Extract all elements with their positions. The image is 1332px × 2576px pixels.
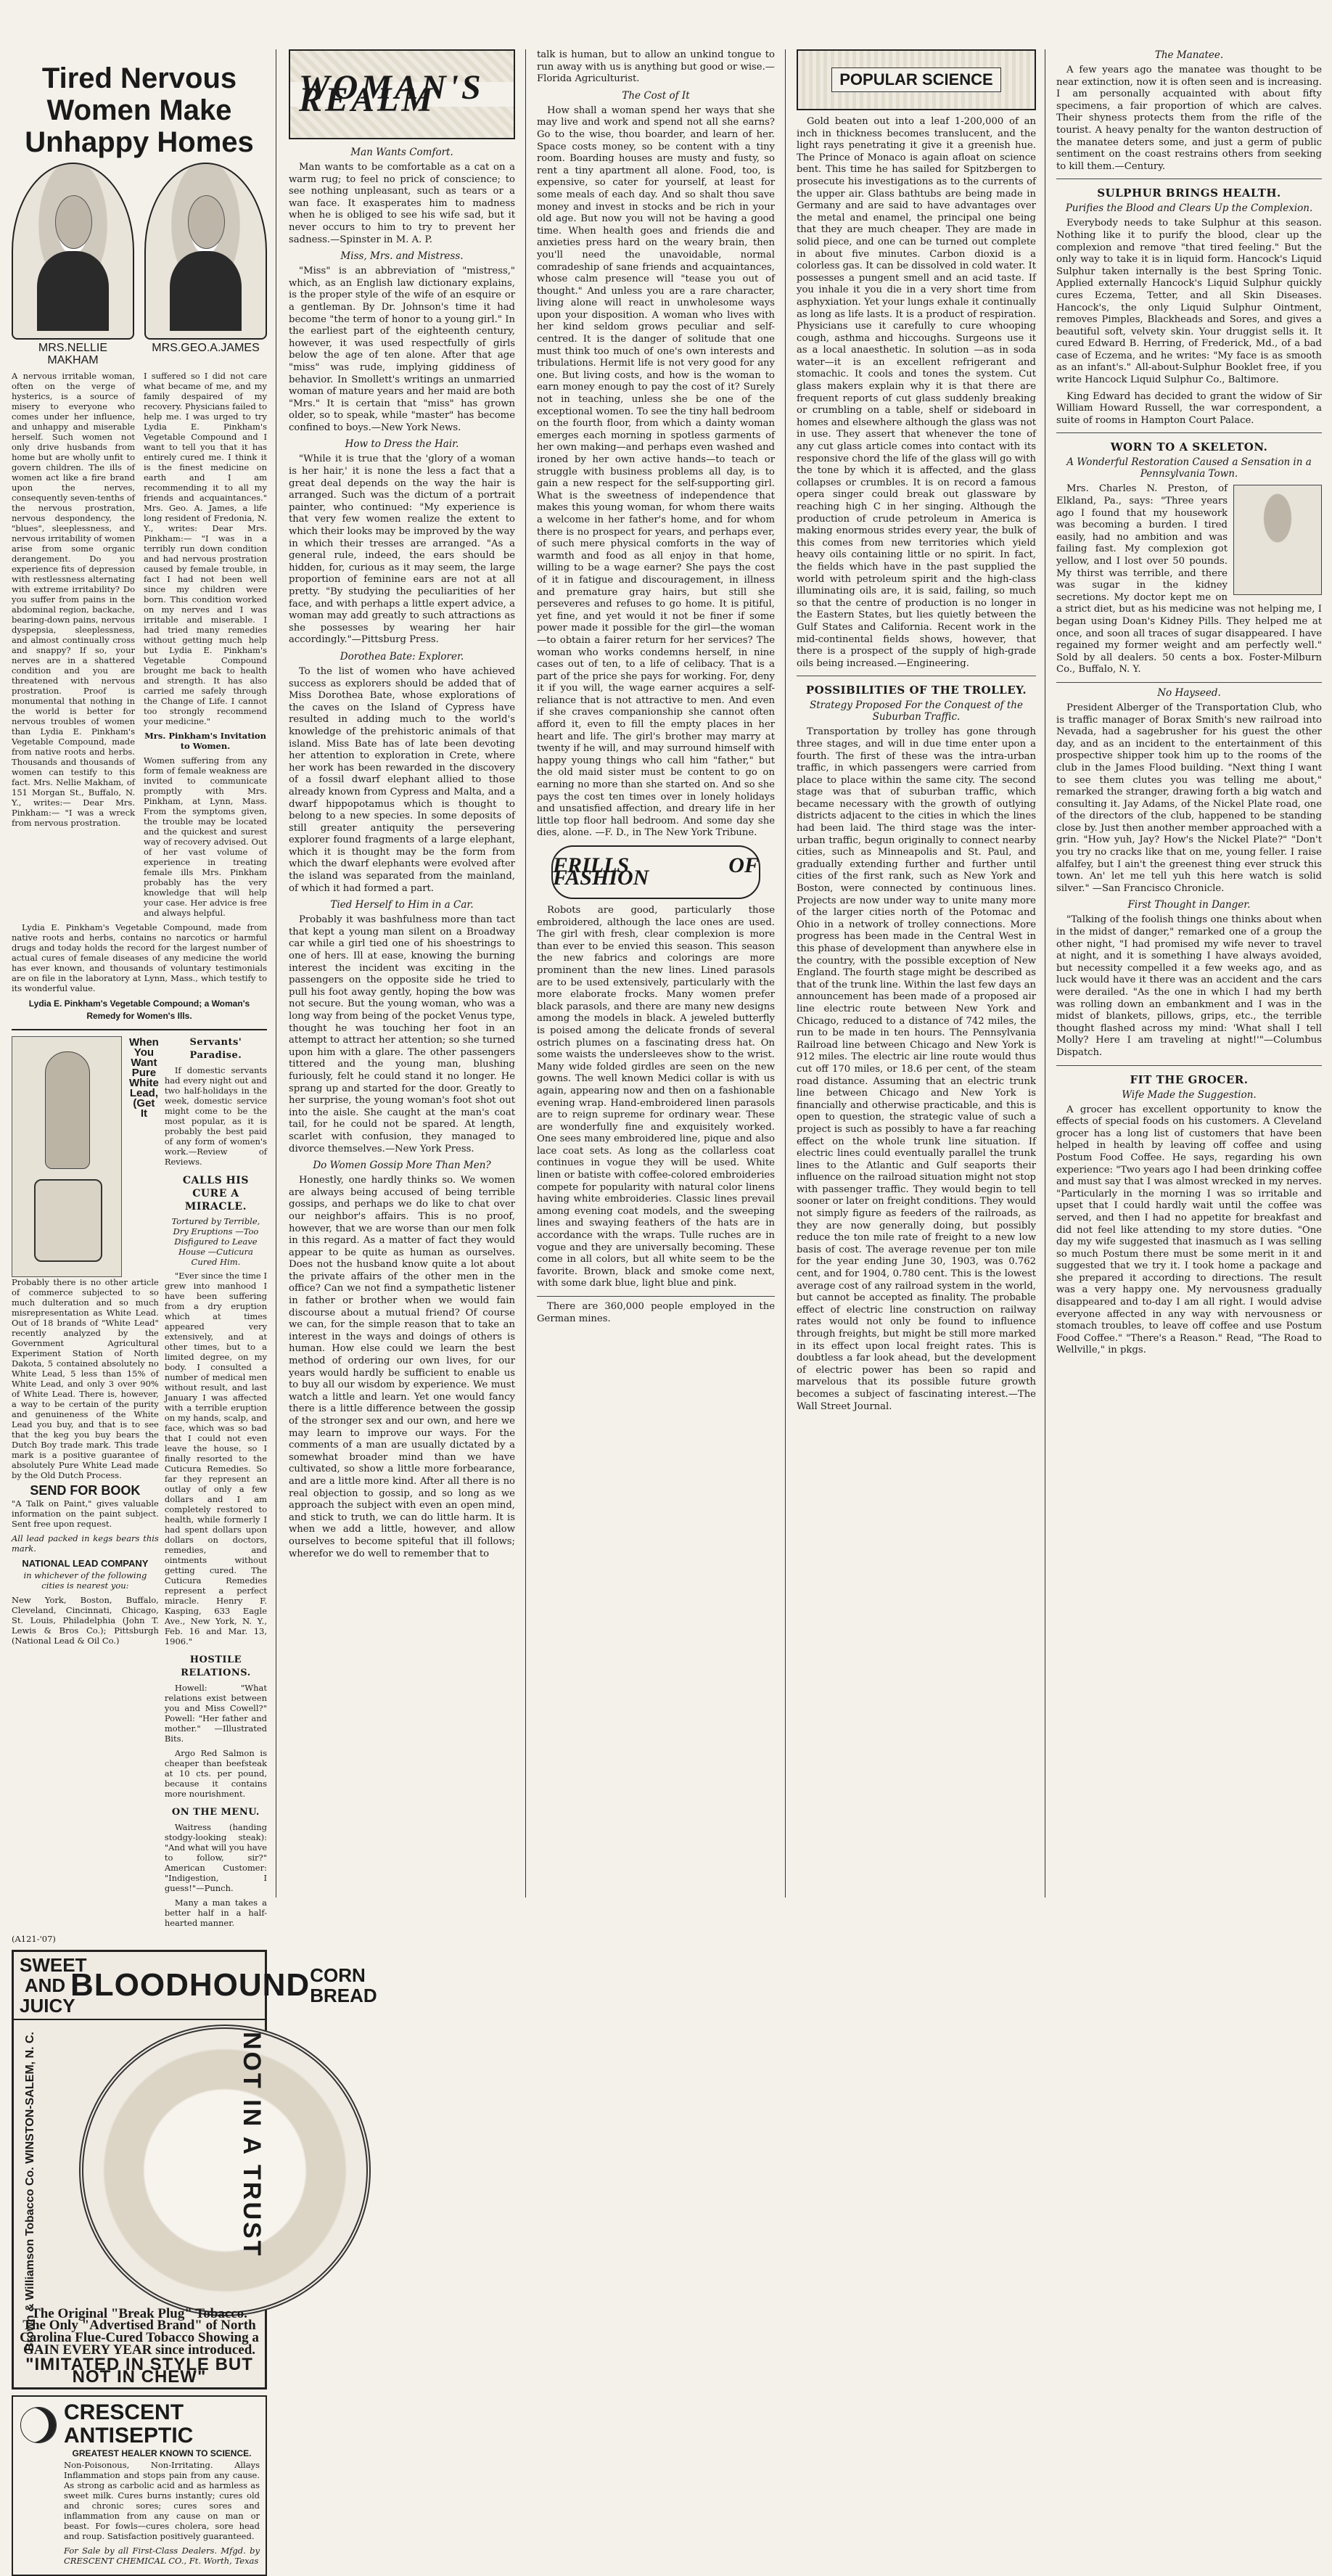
science-text: Gold beaten out into a leaf 1-200,000 of an inch in thickness becomes translucent, and the light rays penetrating it give it a greenish hue. The Prince of Monaco is again afloat on science bent. This time he has sailed for Spitzbergen to prosecute his investigations as to the currents of the upper air. Glass bathtubs are being made in Germany and are said to have advantages over the metal and enamel, the principal one being that they are much cheaper. They are made in solid piece, and one can be turned out complete in about five minutes. Carbon dioxid is a colorless gas. It can be dissolved in cold water. It possesses a pungent smell and an acid taste. If you inhale it you die in a very short time from asphyxiation. Yet your lungs exhale it continually as long as life lasts. It is a product of respiration. Physicians use it carefully to cure whooping cough, asthma and hiccoughs. Surgeons use it as a local anaesthetic. In solution —as in soda water—it is an excellent refrigerant and stomachic. It cools and tones the system. Cut glass makers explain why it is that there are frequent reports of cut glass suddenly breaking or crumbling on a table, shelf or sideboard in homes and elsewhere although the glass was not in use. They assert that whenever the tone of any cut glass article comes into contact with its responsive chord the life of the glass will go with the tone by which it is affected, and the glass collapses or crumbles. It is on record a famous opera singer could break out glassware by reaching high C in her singing. Although the production of crude petroleum in America is making enormous strides every year, the bulk of this comes from new territories which yield heavy oils containing little or no spirit. In fact, the fields which have in the past supplied the world with petroleum spirit and the high-class illuminating oils are, it is said, failing, so much so that the centre of production is no longer in the Eastern States, but lies quietly between the Gulf States and California. Recent work in the mid-continental fields shows, however, that there is a prospect of the supply of high-grade oils being increased.—Engineering. bbox=[797, 116, 1036, 669]
column-4 bbox=[789, 49, 1043, 1898]
skeleton-sub: A Wonderful Restoration Caused a Sensation in a Pennsylvania Town. bbox=[1066, 456, 1312, 480]
crescent-title: CRESCENT ANTISEPTIC bbox=[64, 2400, 194, 2448]
company-note: in whichever of the following cities is nearest you: bbox=[23, 1570, 147, 1591]
tobacco-brand: BLOODHOUND bbox=[70, 1967, 311, 2003]
tobacco-line-2: "IMITATED IN STYLE BUT NOT IN CHEW" bbox=[25, 2355, 253, 2387]
miss-head: Miss, Mrs. and Mistress. bbox=[340, 250, 464, 263]
bate-text: To the list of women who have achieved success as explorers should be added that of Miss Dorothea Bate, whose explorations of the caves on the Island of Cypress have resulted in adding much to the world's knowledge of the prehistoric animals of that island. Miss Bate has of late been devoting her attention to exploration in Crete, where her work has been rewarded in the discovery of a fossil dwarf elephant allied to those already known from Cypress and Malta, and a dwarf hippopotamus which is thought to belong to a new species. In some deposits of still greater antiquity the persevering explorer found fragments of a large elephant, which it is thought may be the form from which the dwarf elephants were evolved after the island was separated from the mainland, of which it had formed a part. bbox=[289, 665, 515, 894]
tobacco-seal-illustration bbox=[79, 2025, 371, 2316]
portraits bbox=[12, 163, 267, 366]
preston-portrait bbox=[1233, 485, 1322, 595]
pinkham-tagline: Lydia E. Pinkham's Vegetable Compound; a Woman's Remedy for Women's Ills. bbox=[28, 998, 250, 1021]
skeleton-head: WORN TO A SKELETON. bbox=[1110, 440, 1268, 454]
king-text: King Edward has decided to grant the widow of Sir William Howard Russell, the war correspondent, a suite of rooms in Hampton Court Palace. bbox=[1056, 390, 1322, 426]
pinkham-bottom-text: Lydia E. Pinkham's Vegetable Compound, made from native roots and herbs, contains no narcotics or harmful drugs and today holds the record for the largest number of actual cures of female diseases of any medicine the world has ever known, and thousands of voluntary testimonials are on file in the laboratory at Lynn, Mass., which testify to its wonderful value. bbox=[12, 922, 267, 994]
company-cities: New York, Boston, Buffalo, Cleveland, Cincinnati, Chicago, St. Louis, Philadelphia (John T. Lewis & Bros Co.); Pittsburgh (National Lead & Oil Co.) bbox=[12, 1594, 159, 1646]
popular-science-title: POPULAR SCIENCE bbox=[831, 67, 1000, 92]
danger-text: "Talking of the foolish things one thinks about when in the midst of danger," remarked one of a group the other night, "I had promised my wife never to travel at night, and it is something I have always avoided, but necessity compelled it a few weeks ago, and as luck would have it there was an accident and the cars were derailed. "As the one in which I had my berth was rolling down an embankment and I was in the midst of blankets, pillows, grips, etc., the terrible thought flashed across my mind: 'What shall I tell Molly? Here I am traveling at night!'"—Columbus Dispatch. bbox=[1056, 914, 1322, 1058]
grocer-sub: Wife Made the Suggestion. bbox=[1122, 1088, 1257, 1101]
column-rule bbox=[785, 49, 786, 1898]
national-lead-company: NATIONAL LEAD COMPANY bbox=[22, 1557, 149, 1569]
tobacco-line-1: The Original "Break Plug" Tobacco. The Only "Advertised Brand" of North Carolina Flue-Cured Tobacco Showing a GAIN EVERY YEAR since introduced. bbox=[20, 2305, 259, 2358]
menu-head: ON THE MENU. bbox=[171, 1807, 260, 1818]
hayseed-head: No Hayseed. bbox=[1157, 686, 1221, 699]
comfort-head: Man Wants Comfort. bbox=[350, 147, 453, 158]
manatee-head: The Manatee. bbox=[1154, 49, 1224, 61]
trolley-head: POSSIBILITIES OF THE TROLLEY. bbox=[805, 684, 1027, 697]
manatee-text: A few years ago the manatee was thought to be near extinction, now it is often seen and is increasing. I am personally acquainted with about fifty specimens, a fair proportion of which are calves. Their shyness protects them from the rifle of the tourist. A heavy penalty for the wanton destruction of the manatee deters some, and just a germ of public sentiment on the coast restrains others from seeking to kill them.—Century. bbox=[1056, 65, 1322, 172]
pinkham-body bbox=[12, 371, 267, 922]
skeleton-text: Mrs. Charles N. Preston, of Elkland, Pa., says: "Three years ago I found that my housework was becoming a burden. I tired easily, had no ambition and was failing fast. My complexion got yellow, and I lost over 50 pounds. My thirst was terrible, and there was sugar in the kidney secretions. My doctor kept me on a strict diet, but as his medicine was not helping me, I began using Doan's Kidney Pills. They helped me at once, and soon all traces of sugar disappeared. I have regained my former weight and am perfectly well." Sold by all dealers. 50 cents a box. Foster-Milburn Co., Buffalo, N. Y. bbox=[1056, 483, 1322, 676]
lower-left-area bbox=[12, 1036, 267, 1932]
popular-science-masthead bbox=[797, 49, 1036, 110]
sulphur-text: Everybody needs to take Sulphur at this season. Nothing like it to purify the blood, clear up the complexion and remove "that tired feeling." But the only way to take it is in liquid form. Hancock's Liquid Sulphur taken internally is the best Spring Tonic. Applied externally Hancock's Liquid Sulphur quickly cures Eczema, Tetter, and all Skin Diseases. Hancock's, the only Liquid Sulphur Ointment, removes Pimples, Blackheads and Sores, and gives a beautiful soft, velvety skin. Your druggist sells it. It cured Edward B. Herring, of Frederick, Md., of a bad case of Eczema, and he writes: "My face is as smooth as an infant's." All-about-Sulphur Booklet free, if you write Hancock Liquid Sulphur Co., Baltimore. bbox=[1056, 218, 1322, 386]
dutch-boy-illustration bbox=[12, 1036, 122, 1277]
white-lead-ad bbox=[12, 1036, 159, 1277]
menu-text: Waitress (handing stodgy-looking steak): "And what will you have to follow, sir?" American Customer: "Indigestion, I guess!"—Punch. bbox=[164, 1822, 267, 1894]
miracle-sub: Tortured by Terrible, Dry Eruptions —Too Disfigured to Leave House —Cuticura Cured Him. bbox=[171, 1216, 260, 1268]
crescent-sub: GREATEST HEALER KNOWN TO SCIENCE. bbox=[72, 2448, 252, 2459]
cost-head: The Cost of It bbox=[622, 89, 690, 102]
womans-realm-masthead bbox=[289, 49, 515, 139]
tobacco-ad bbox=[12, 1950, 377, 2390]
tied-head: Tied Herself to Him in a Car. bbox=[330, 899, 474, 911]
frills-title: FRILLS OF FASHION bbox=[553, 853, 759, 890]
servants-paradise-text: If domestic servants had every night out and two half-holidays in the week, domestic service might come to be the most popular, as it is probably the best paid of any form of women's work.—Review of Reviews. bbox=[164, 1065, 267, 1168]
tobacco-footer bbox=[20, 2305, 259, 2387]
hostile-head: HOSTILE RELATIONS. bbox=[181, 1654, 251, 1679]
portrait-left bbox=[12, 163, 134, 366]
gossip-head: Do Women Gossip More Than Men? bbox=[313, 1160, 491, 1172]
sulphur-sub: Purifies the Blood and Clears Up the Complexion. bbox=[1065, 202, 1313, 215]
comfort-text: Man wants to be comfortable as a cat on a warm rug; to feel no prick of conscience; to see nothing unpleasant, such as tears or a wan face. It exasperates him to madness when he is obliged to see his wife sad, but it never occurs to him to try to prevent her sadness.—Spinster in M. A. P. bbox=[289, 162, 515, 245]
portrait-illustration bbox=[144, 163, 267, 340]
divider bbox=[537, 1296, 775, 1297]
tobacco-trust: NOT IN A TRUST bbox=[238, 2032, 266, 2258]
white-lead-text: Probably there is no other article of commerce subjected to so much dulteration and so much misrepresentation as White Lead. Out of 18 brands of "White Lead" recently analyzed by the Government Agricultural Experiment Station of North Dakota, 5 contained absolutely no White Lead, 5 less than 15% of White Lead, and only 3 over 90% of White Lead. There is, however, a way to be certain of the purity and genuineness of the White Lead you buy, and that is to see that the keg you buy bears the Dutch Boy trade mark. This trade mark is a positive guarantee of absolutely Pure White Lead made by the Old Dutch Process. bbox=[12, 1277, 159, 1481]
send-for-book: SEND FOR BOOK bbox=[30, 1483, 141, 1498]
miracle-text: "Ever since the time I grew into manhood I have been suffering from a dry eruption which at times appeared very extensively, and at other times, but to a limited degree, on my body. I consulted a number of medical men without result, and last January I was affected with a terrible eruption on my hands, scalp, and face, which was so bad that I could not even leave the house, so I finally resorted to the Cuticura Remedies. So far they represent an outlay of only a few dollars and I am completely restored to health, while formerly I had spent dollars upon dollars on doctors, remedies, and ointments without getting cured. The Cuticura Remedies represent a perfect miracle. Henry F. Kasping, 633 Eagle Ave., New York, N. Y., Feb. 16 and Mar. 13, 1906." bbox=[164, 1271, 267, 1647]
talk-continued: talk is human, but to allow an unkind tongue to run away with us is anything but good or wise.—Florida Agriculturist. bbox=[537, 49, 775, 85]
column-3 bbox=[530, 49, 782, 1898]
column-5 bbox=[1049, 49, 1329, 1898]
divider bbox=[1056, 682, 1322, 683]
hair-head: How to Dress the Hair. bbox=[345, 438, 459, 451]
ad-code: (A121-'07) bbox=[12, 1934, 56, 1945]
kegs-note: All lead packed in kegs bears this mark. bbox=[12, 1533, 159, 1554]
column-rule bbox=[525, 49, 526, 1898]
tobacco-corn: CORN BREAD bbox=[310, 1964, 377, 2007]
cost-text: How shall a woman spend her ways that she may live and work and spend not all she earns? Go to the wise, thou boarder, and learn of her. Space costs money, so be content with a tiny room. Boarding houses are musty and fusty, so rent a tiny apartment all alone. Food, too, is expensive, so cater for yourself, at least for some meals of each day. And so shalt thou save money and invest in stocks and be rich in your old age. But now you will not be having a good time. When health goes and friends die and anxieties press hard on the weary brain, then you'll need the unavoidable, normal comradeship of sane friends and acquaintances, whose calm presence will "tease you out of thought." And unless you are a rare character, living alone will react in unwholesome ways upon your disposition. A woman who lives with her kind seldom grows peculiar and self-centred. It is the danger of solitude that one must think too much of one's own interests and tribulations. Hermit life is not very good for any one. But living costs, and how is the woman to earn money enough to pay the cost of it? Surely not in teaching, unless she be one of the exceptional women. To see the tiny hall bedroom on the fourth floor, from which a dainty woman emerges each morning in spotless garments of her own making—and perhaps even washed and ironed by her own active hands—to teach or struggle with business problems all day, is to gain a new respect for the self-supporting girl. What is the sweetness of independence that makes this young woman, for whom there waits a welcome in her father's home, and for whom there is no prospect for years, and perhaps ever, of such mere physical comforts in the way of warmth and food as all enjoy in that home, willing to be a wage earner? She pays the cost of it in fatigue and discouragement, in illness and premature gray hairs, but still she perseveres and refuses to go home. It is pitiful, yet fine, and yet would it not be finer if some power made it possible for the girl—the woman—to obtain a fairer return for her services? The woman who works condemns herself, in nine cases out of ten, to a life of celibacy. That is a part of the price she pays for working. For, deny it if you will, the wage earner acquires a self-reliance that is not attractive to men. And even if she craves companionship she cannot often afford it, even to fill the empty places in her heart and life. The girl's brother may marry at twenty if he will, and may surround himself with happy young things who call him "father," but the old maid sister must be content to go on earning no more than she started on. And so she pays the cost ten times over in lonely holidays and unsatisfied affection, and dreary life in her little top floor hall bedroom. And some day she dies, alone. —F. D., in The New York Tribune. bbox=[537, 104, 775, 839]
pinkham-text-left: A nervous irritable woman, often on the verge of hysterics, is a source of misery to everyone who comes under her influence, and unhappy and miserable herself. Such women not only drive husbands from home but are wholly unfit to govern children. The ills of women act like a fire brand upon the nerves, consequently seven-tenths of the nervous prostration, nervous despondency, the "blues", sleeplessness, and nervous irritability of women arise from some organic derangement. Do you experience fits of depression with restlessness alternating with extreme irritability? Do you suffer from pains in the abdominal region, backache, bearing-down pains, nervous dyspepsia, sleeplessness, and almost continually cross and snappy? If so, your nerves are in a shattered condition and you are threatened with nervous prostration. Proof is monumental that nothing in the world is better for nervous troubles of women than Lydia E. Pinkham's Vegetable Compound, made from native roots and herbs. Thousands and thousands of women can testify to this fact. Mrs. Nellie Makham, of 151 Morgan St., Buffalo, N. Y., writes:— Dear Mrs. Pinkham:— "I was a wreck from nervous prostration. bbox=[12, 371, 135, 829]
hayseed-text: President Alberger of the Transportation Club, who is traffic manager of Borax Smith's new railroad into Nevada, had a sagebrusher for his guest the other day, and as an incident to the entertainment of this prospective shipper took him up to the rooms of the club in the James Flood building. "Next thing I want to see them clutes you was telling me about," remarked the stranger, drawing forth a big watch and consulting it. Jay Adams, of the Nickel Plate road, one of the directors of the club, happened to be standing close by. Just then another member approached with a grin. "How yuh, Jay? How's the Nickel Plate?" "Don't you try no cracks like that on me, young feller. I raise alfalfey, but I ain't the greenest thing ever struck this town. An' let me tell yuh this here watch is solid silver." —San Francisco Chronicle. bbox=[1056, 702, 1322, 894]
grocer-head: FIT THE GROCER. bbox=[1130, 1072, 1249, 1086]
pinkham-headline: Tired Nervous Women Make Unhappy Homes bbox=[25, 62, 254, 158]
trolley-sub: Strategy Proposed For the Conquest of the Suburban Traffic. bbox=[810, 700, 1023, 723]
womans-realm-title: WOMAN'S REALM bbox=[290, 82, 514, 106]
tobacco-maker: Brown & Williamson Tobacco Co. WINSTON-SALEM, N. C. bbox=[24, 2032, 36, 2352]
german-mines-text: There are 360,000 people employed in the German mines. bbox=[537, 1301, 775, 1324]
frills-masthead bbox=[551, 845, 760, 899]
tied-text: Probably it was bashfulness more than tact that kept a young man silent on a Broadway car while a girl tied one of his shoestrings to one of hers. Ill at ease, knowing the burning interest the incident was exciting in the passengers on the opposite side he tried to pull his foot away gently, hoping the bow was not secure. But the young woman, who was a long way from being of the pocket Venus type, thought he was touching her foot in an attempt to attract her attention; so she turned upon him with a glare. The other passengers tittered and the young man, blushing furiously, felt he could stand it no longer. He sprang up and started for the door. Greatly to her surprise, the young woman's foot shot out into the aisle. She caught at the man's coat tail, for he could not be spared. At length, scarlet with confusion, they managed to divorce themselves.—New York Press. bbox=[289, 914, 515, 1154]
crescent-moon-icon bbox=[20, 2407, 57, 2443]
column-2 bbox=[281, 49, 522, 1898]
sulphur-head: SULPHUR BRINGS HEALTH. bbox=[1097, 186, 1281, 200]
better-half-text: Many a man takes a better half in a half-hearted manner. bbox=[164, 1898, 267, 1929]
portrait-caption: MRS.NELLIE MAKHAM bbox=[38, 342, 108, 366]
portrait-right bbox=[144, 163, 267, 366]
frills-text: Robots are good, particularly those embroidered, although the lace ones are used. The girl with fresh, clear complexion is more than ever to be envied this season. This season the new fabrics and colorings are more prominent than the new lines. Lined parasols are to be used extensively, particularly with the more elaborate frocks. Many women prefer black parasols, and there are many new designs among the models in black. A jeweled butterfly is poised among the delicate fronds of several ostrich plumes on a fascinating dress hat. On some waists the undersleeves show to the wrist. Many wide folded girdles are seen on the new gowns. The well known Medici collar is with us again, appearing now and then on a fashionable evening wrap. Hand-embroidered linen parasols are to reign supreme for ordinary wear. These are wonderfully fine and exquisitely worked. One sees many embroidered line, pique and also lace coat sets. As long as the collarless coat continues in vogue they will be used. White linen or batiste with coffee-colored embroideries compete for popularity with natural color linens having white embroideries. Classic lines prevail among evening coat models, and the sweeping lines and swaying feathers of the hats are in accordance with the wraps. Tulle ruches are in vogue and they are universally becoming. These come in all colors, but all white seem to be the favorite. Brown, black and smoke come next, with some dark blue, light blue and pink. bbox=[537, 905, 775, 1289]
portrait-illustration bbox=[12, 163, 134, 340]
crescent-ad bbox=[12, 2395, 267, 2576]
salmon-text: Argo Red Salmon is cheaper than beefsteak at 10 cts. per pound, because it contains more nourishment. bbox=[164, 1748, 267, 1800]
crescent-sale: For Sale by all First-Class Dealers. Mfgd. by CRESCENT CHEMICAL CO., Ft. Worth, Texas bbox=[64, 2545, 260, 2566]
send-for-text: "A Talk on Paint," gives valuable information on the paint subject. Sent free upon request. bbox=[12, 1498, 159, 1529]
divider bbox=[1056, 432, 1322, 433]
grocer-text: A grocer has excellent opportunity to know the effects of special foods on his customers. A Cleveland grocer has a long list of customers that have been helped in health by leaving off coffee and using Postum Food Coffee. He says, regarding his own experience: "Two years ago I had been drinking coffee and must say that I was almost wrecked in my nerves. "Particularly in the morning I was so irritable and upset that I could hardly wait until the coffee was served, and then I had no appetite for breakfast and did not feel like attending to my store duties. "One day my wife suggested that inasmuch as I was selling so much Postum there must be some merit in it and suggested that we try it. I took home a package and she prepared it according to directions. The result was a very happy one. My nervousness gradually disappeared and to-day I am all right. I would advise everyone affected in any way with nervousness or stomach troubles, to leave off coffee and use Postum Food Coffee." "There's a Reason." Read, "The Road to Wellville," in pkgs. bbox=[1056, 1104, 1322, 1356]
tobacco-header bbox=[14, 1952, 377, 2020]
bate-head: Dorothea Bate: Explorer. bbox=[340, 650, 464, 663]
white-lead-headline: When You Want Pure White Lead, (Get It bbox=[129, 1036, 159, 1120]
danger-head: First Thought in Danger. bbox=[1127, 899, 1251, 911]
hair-text: "While it is true that the 'glory of a woman is her hair,' it is none the less a fact that a great deal depends on the way the hair is arranged. Such was the dictum of a portrait painter, who continued: "My experience is that very few women realize the extent to which their looks may be improved by the way in which their tresses are arranged. "As a general rule, indeed, the ears should be hidden, for, curious as it may seem, the large proportion of feminine ears are not at all pretty. "By studying the peculiarities of her face, and with perhaps a little expert advice, a woman may add greatly to such attractions as she possesses by wearing her hair accordingly."—Pittsburg Press. bbox=[289, 454, 515, 646]
tobacco-sweet: SWEET AND JUICY bbox=[20, 1954, 87, 2017]
crescent-text: Non-Poisonous, Non-Irritating. Allays Inflammation and stops pain from any cause. As strong as carbolic acid and as harmless as sweet milk. Cures burns instantly; cures old and chronic sores; cures sores and inflammation from any cause on man or beast. For fowls—cures cholera, sore head and roup. Satisfaction positively guaranteed. bbox=[64, 2459, 260, 2541]
trolley-text: Transportation by trolley has gone through three stages, and will in due time enter upon a fourth. The first of these was the intra-urban traffic, in which passengers were carried from place to place within the same city. The second stage was that of suburban traffic, which became necessary with the growth of outlying districts adjacent to the cities in which the lines had been laid. The third stage was the inter-urban traffic, begun originally to connect nearby cities, such as Minneapolis and St. Paul, and gradually extending further and further until cities of the first rank, such as New York and Boston, were connected by continuous lines. Projects are now under way to unite many more of the larger cities north of the Potomac and Ohio in a network of trolley connections. More progress has been made in the Central West in this phase of development than anywhere else in the country, with the possible exception of New England. The fourth stage might be described as that of the trunk line. Within the last few days an announcement has been made of a proposed air line electric route between New York and Chicago, reduced to a distance of 742 miles, the run to be made in ten hours. The Pennsylvania Railroad line between Chicago and New York is 912 miles. The electric air line route would thus cut off 170 miles, or 18.6 per cent, of the steam road distance. Assuming that an electric trunk line between Chicago and New York is financially and otherwise practicable, and this is open to question, the strategic value of such a project is such as possibly to have a far reaching effect on the whole trunk line situation. If electric lines could eventually parallel the trunk lines to the Atlantic and Gulf seaports their influence on the railroad situation might not stop with passenger traffic. They would begin to tell sooner or later on freight conditions. They would not simply figure as feeders of the railroads, as they are now generally doing, but possibly reduce the ton mile rate of freight to a new low basis of cost. The average revenue per ton mile for the year ending June 30, 1903, was 0.762 cent, and for 1904, 0.780 cent. This is the lowest average cost of any railroad system in the world, but cannot be accepted as finality. The probable effect of electric line construction on railway rates would not only be found to influence through freights, but might be still more marked in its effect upon local freight rates. This is doubtless a far look ahead, but the development of electric power has been so rapid and marvelous that its possible future growth becomes a subject of fascinating interest.—The Wall Street Journal. bbox=[797, 726, 1036, 1412]
pinkham-invite-head: Mrs. Pinkham's Invitation to Women. bbox=[144, 731, 266, 752]
gossip-text: Honestly, one hardly thinks so. We women are always being accused of being terrible gossips, and perhaps we do like to chat over our neighbor's affairs. This is no proof, however, that we are worse than our men folk in this regard. As a matter of fact they would appear to be quite as human as ourselves. Does not the husband know quite a lot about the private affairs of the other men in the office? Can we not find a sympathetic listener in father or brother when we would fain discourse about a mutual friend? Of course we can, for the simple reason that to take an interest in the ways and doings of others is human. How else could we learn the best method of ordering our own lives, for our years would hardly be sufficient to enable us to buy all our wisdom by experience. We must watch a little and learn. Yet one would fancy there is a little difference between the gossip of the stronger sex and our own, and here we may learn to improve our ways. For the comments of a man are usually dictated by a somewhat broader mind than we have cultivated, so show a little more forbearance, and are a little more kind. After all there is no real objection to gossip, and so long as we approach the subject with even an open mind, and stick to truth, we can do little harm. It is when we add a little, however, and allow ourselves to become spiteful that ill follows; wherefor we do well to remember that to bbox=[289, 1175, 515, 1559]
servants-paradise-head: Servants' Paradise. bbox=[189, 1037, 242, 1062]
divider bbox=[1056, 1065, 1322, 1066]
pinkham-invite-text: Women suffering from any form of female weakness are invited to communicate promptly with Mrs. Pinkham, at Lynn, Mass. From the symptoms given, the trouble may be located and the quickest and surest way of recovery advised. Out of her vast volume of experience in treating female ills Mrs. Pinkham probably has the very knowledge that will help your case. Her advice is free and always helpful. bbox=[144, 755, 267, 919]
column-1 bbox=[4, 62, 377, 2566]
miss-text: "Miss" is an abbreviation of "mistress," which, as an English law dictionary explains, is the proper style of the wife of an esquire or a gentleman. By Dr. Johnson's time it had become "the term of honor to a young girl." In the earliest part of the eighteenth century, however, it was used respectfully of girls below the age of ten alone. After that age "miss" was rude, implying giddiness of behavior. In Smollett's writings an unmarried woman of mature years and her maid are both "Mrs." It is certain that "miss" has grown older, so to speak, while "master" has become confined to boys.—New York News. bbox=[289, 266, 515, 433]
hostile-text: Howell: "What relations exist between you and Miss Cowell?" Powell: "Her father and mother." —Illustrated Bits. bbox=[164, 1683, 267, 1744]
divider bbox=[12, 1029, 267, 1030]
portrait-caption: MRS.GEO.A.JAMES bbox=[152, 342, 260, 354]
miracle-head: CALLS HIS CURE A MIRACLE. bbox=[182, 1175, 249, 1213]
pinkham-text-right: I suffered so I did not care what became of me, and my family despaired of my recovery. Physicians failed to help me. I was urged to try Lydia E. Pinkham's Vegetable Compound and I want to tell you that it has entirely cured me. I think it is the finest medicine on earth and I am recommending it to all my friends and acquaintances." Mrs. Geo. A. James, a life long resident of Fredonia, N. Y., writes: Dear Mrs. Pinkham:— "I was in a terribly run down condition and had nervous prostration caused by female trouble, in fact I had not been well since my children were born. This condition worked on my nerves and I was irritable and miserable. I had tried many remedies without getting much help but Lydia E. Pinkham's Vegetable Compound brought me back to health and strength. It has also carried me safely through the Change of Life. I cannot too strongly recommend your medicine." bbox=[144, 371, 267, 727]
